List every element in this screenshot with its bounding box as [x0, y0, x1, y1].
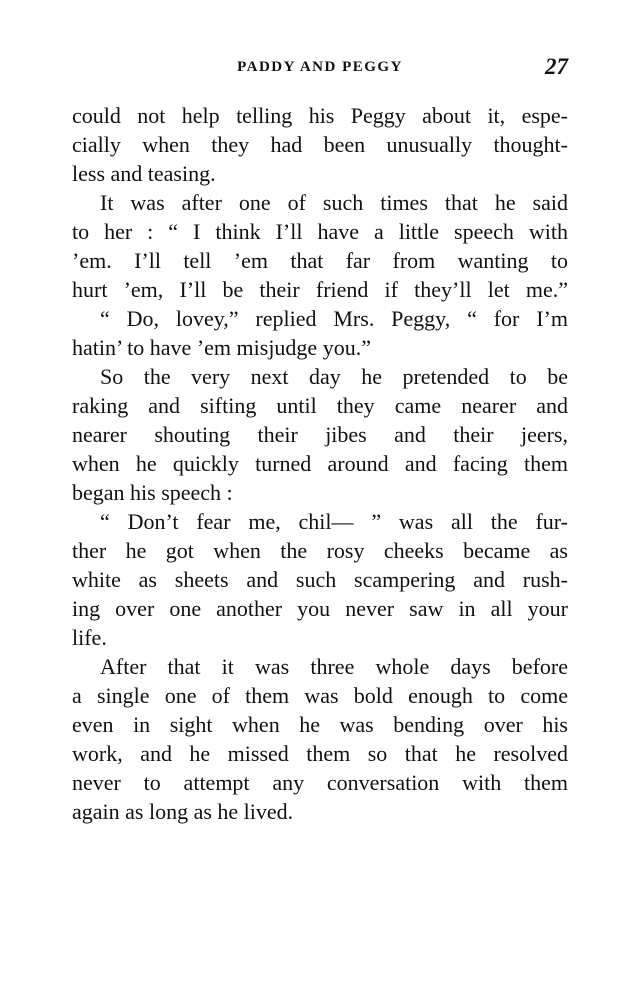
- text-line: “ Do, lovey,” replied Mrs. Peggy, “ for I’m: [100, 306, 568, 331]
- text-line: when he quickly turned around and facing them: [72, 451, 568, 476]
- text-line: ing over one another you never saw in all your: [72, 596, 568, 621]
- text-line: cially when they had been unusually thought-: [72, 132, 568, 157]
- text-line: life.: [72, 625, 107, 650]
- running-head: [72, 56, 568, 84]
- text-line: nearer shouting their jibes and their jeers,: [72, 422, 568, 447]
- body-text: [72, 101, 568, 826]
- text-line: could not help telling his Peggy about it, espe-: [72, 103, 568, 128]
- text-line: So the very next day he pretended to be: [100, 364, 568, 389]
- text-line: work, and he missed them so that he resolved: [72, 741, 568, 766]
- text-line: “ Don’t fear me, chil— ” was all the fur-: [100, 509, 568, 534]
- text-line: even in sight when he was bending over his: [72, 712, 568, 737]
- text-line: It was after one of such times that he said: [100, 190, 568, 215]
- text-line: a single one of them was bold enough to come: [72, 683, 568, 708]
- text-line: After that it was three whole days before: [100, 654, 568, 679]
- text-line: ’em. I’ll tell ’em that far from wanting to: [72, 248, 568, 273]
- page-number: 27: [545, 54, 568, 79]
- text-line: never to attempt any conversation with them: [72, 770, 568, 795]
- text-line: hatin’ to have ’em misjudge you.”: [72, 335, 371, 360]
- text-line: hurt ’em, I’ll be their friend if they’ll let me.”: [72, 277, 568, 302]
- text-line: to her : “ I think I’ll have a little speech with: [72, 219, 568, 244]
- text-line: raking and sifting until they came nearer and: [72, 393, 568, 418]
- text-line: again as long as he lived.: [72, 799, 294, 824]
- text-line: began his speech :: [72, 480, 233, 505]
- text-line: ther he got when the rosy cheeks became as: [72, 538, 568, 563]
- running-title: PADDY AND PEGGY: [237, 59, 403, 75]
- text-line: white as sheets and such scampering and rush-: [72, 567, 568, 592]
- text-line: less and teasing.: [72, 161, 216, 186]
